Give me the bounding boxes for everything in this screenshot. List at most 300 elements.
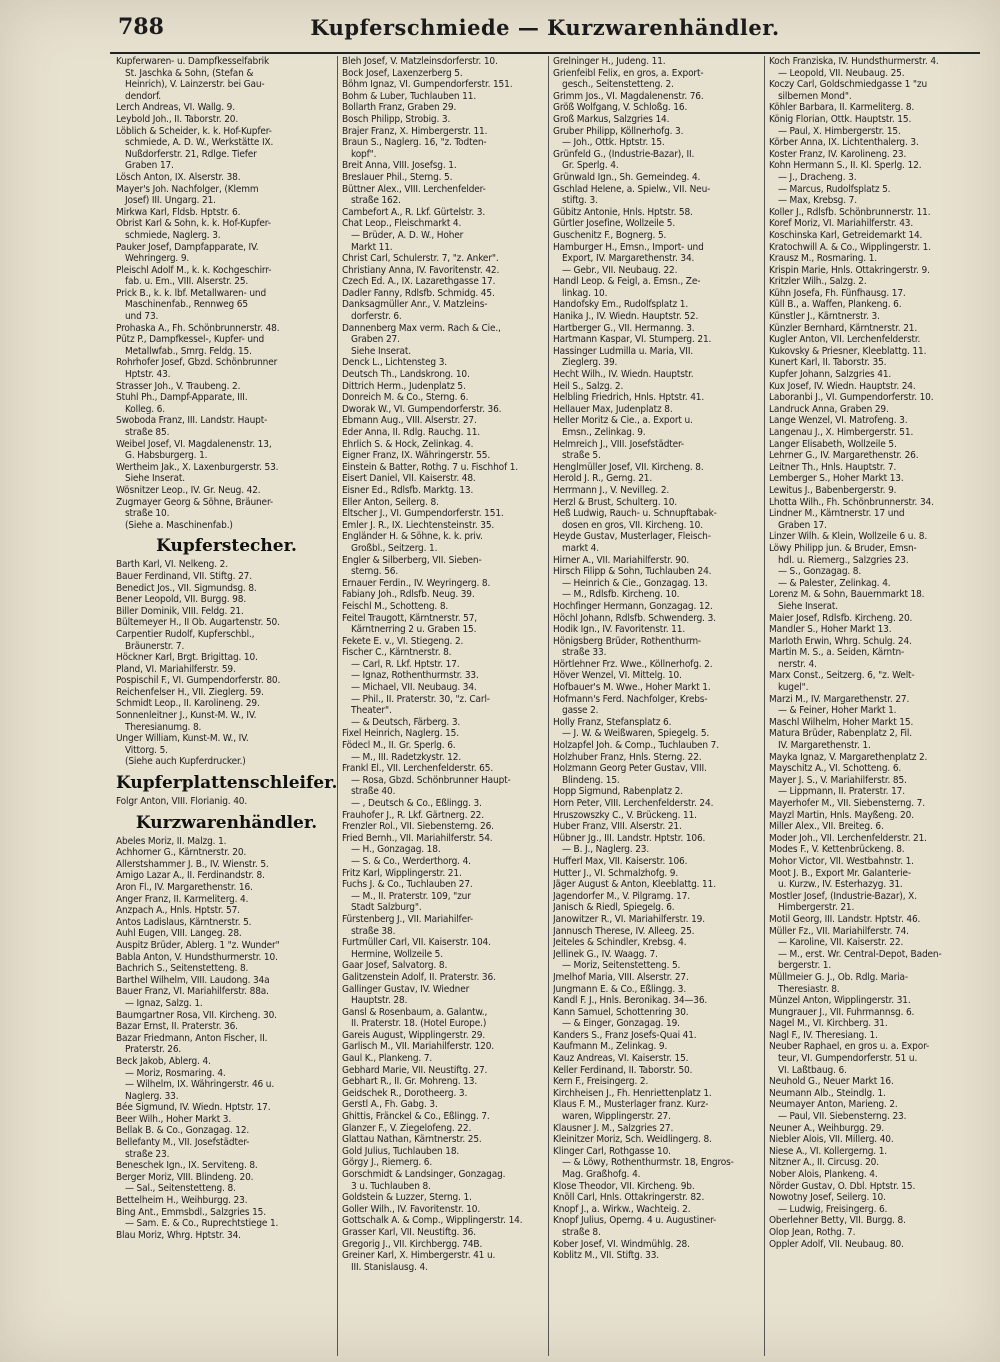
directory-entry: Koczy Carl, Goldschmiedgasse 1 "zu (769, 79, 928, 91)
directory-entry: Blau Moriz, Whrg. Hptstr. 34. (116, 1229, 241, 1241)
directory-entry: — Gebr., VII. Neubaug. 22. (562, 264, 678, 276)
directory-entry: Pland, VI. Mariahilferstr. 59. (116, 663, 236, 675)
directory-entry: Herrmann J., V. Nevilleg. 2. (553, 484, 670, 496)
directory-entry: — Sam. E. & Co., Ruprechtstiege 1. (125, 1218, 279, 1230)
directory-entry: Babla Anton, V. Hundsthurmerstr. 10. (116, 951, 278, 963)
directory-entry: Kann Samuel, Schottenring 30. (553, 1006, 689, 1018)
directory-entry: Greiner Karl, X. Himbergerstr. 41 u. (342, 1250, 496, 1262)
directory-entry: Krispin Marie, Hnls. Ottakringerstr. 9. (769, 264, 930, 276)
column-4 (764, 56, 984, 1356)
section-heading: Kupferstecher. (156, 536, 297, 557)
directory-entry: Beer Wilh., Hoher Markt 3. (116, 1113, 232, 1125)
directory-entry: Hofbauer's M. Wwe., Hoher Markt 1. (553, 682, 711, 694)
directory-entry: Büttner Alex., VIII. Lerchenfelder- (342, 183, 486, 195)
directory-entry: Görgy J., Riemerg. 6. (342, 1157, 433, 1169)
directory-entry: Kleinitzer Moriz, Sch. Weidlingerg. 8. (553, 1134, 712, 1146)
directory-entry: Kauz Andreas, VI. Kaiserstr. 15. (553, 1053, 689, 1065)
directory-entry: Pütz P., Dampfkessel-, Kupfer- und (116, 334, 265, 346)
directory-entry: Einstein & Batter, Rothg. 7 u. Fischhof 1. (342, 461, 518, 473)
running-title: Kupferschmiede — Kurzwarenhändler. (310, 15, 780, 40)
directory-entry: — Carl, R. Lkf. Hptstr. 17. (351, 658, 460, 670)
directory-entry: Praterstr. 26. (125, 1044, 182, 1056)
directory-entry: Lerch Andreas, VI. Wallg. 9. (116, 102, 235, 114)
directory-entry: Unger William, Kunst-M. W., IV. (116, 733, 249, 745)
directory-entry: Eisner Ed., Rdlsfb. Marktg. 13. (342, 484, 474, 496)
directory-entry: fab. u. Em., VIII. Alserstr. 25. (125, 276, 249, 288)
directory-entry: Rohrhofer Josef, Gbzd. Schönbrunner (116, 357, 278, 369)
directory-entry: dosen en gros, VII. Kircheng. 10. (562, 519, 703, 531)
directory-entry: Bellefanty M., VII. Josefstädter- (116, 1137, 250, 1149)
directory-entry: kugel". (778, 682, 809, 694)
directory-entry: Hönigsberg Brüder, Rothenthurm- (553, 635, 702, 647)
directory-entry: 3 u. Tuchlauben 8. (351, 1180, 431, 1192)
directory-entry: IV. Margarethenstr. 1. (778, 740, 871, 752)
directory-entry: Koblitz M., VII. Stiftg. 33. (553, 1250, 660, 1262)
directory-entry: Hochfinger Hermann, Gonzagag. 12. (553, 600, 713, 612)
directory-entry: — , Deutsch & Co., Eßlingg. 3. (351, 798, 482, 809)
directory-entry: Jannusch Therese, IV. Alleeg. 25. (553, 925, 695, 937)
directory-entry: Gallinger Gustav, IV. Wiedner (342, 983, 470, 995)
directory-entry: Langer Elisabeth, Wollzeile 5. (769, 438, 897, 450)
directory-entry: Hutter J., VI. Schmalzhofg. 9. (553, 867, 679, 879)
directory-entry: Hofmann's Ferd. Nachfolger, Krebs- (553, 693, 708, 705)
directory-entry: Krausz M., Rosmaring. 1. (769, 253, 877, 265)
directory-entry: Kaufmann M., Zelinkag. 9. (553, 1041, 668, 1053)
directory-entry: Gübitz Antonie, Hnls. Hptstr. 58. (553, 206, 693, 218)
directory-entry: Niebler Alois, VII. Millerg. 40. (769, 1134, 894, 1146)
directory-entry: Lemberger S., Hoher Markt 13. (769, 473, 904, 485)
directory-entry: Hellauer Max, Judenplatz 8. (553, 403, 673, 415)
directory-entry: kopf". (351, 148, 377, 160)
directory-entry: Blindeng. 15. (562, 774, 620, 786)
directory-entry: Hamburger H., Emsn., Import- und (553, 241, 704, 253)
directory-entry: Klausner J. M., Salzgries 27. (553, 1122, 674, 1134)
directory-entry: Kern F., Freisingerg. 2. (553, 1076, 649, 1088)
directory-entry: Langenau J., X. Himbergerstr. 51. (769, 427, 914, 438)
directory-entry: Bültemeyer H., II Ob. Augartenstr. 50. (116, 617, 280, 629)
directory-entry: Brajer Franz, X. Himbergerstr. 11. (342, 125, 488, 137)
directory-entry: Furtmüller Carl, VII. Kaiserstr. 104. (342, 937, 491, 949)
directory-entry: Höver Wenzel, VI. Mittelg. 10. (553, 670, 682, 682)
directory-entry: straße 38. (351, 925, 396, 937)
directory-entry: Nörder Gustav, O. Dbl. Hptstr. 15. (769, 1180, 916, 1192)
directory-entry: — Marcus, Rudolfsplatz 5. (778, 183, 891, 195)
directory-entry: — & Feiner, Hoher Markt 1. (778, 705, 897, 717)
directory-entry: Glattau Nathan, Kärntnerstr. 25. (342, 1134, 482, 1146)
directory-entry: Bauer Franz, VI. Mariahilferstr. 88a. (116, 986, 269, 998)
directory-entry: Bohm & Luber, Tuchlauben 11. (342, 90, 477, 102)
directory-entry: Leitner Th., Hnls. Hauptstr. 7. (769, 461, 897, 473)
directory-entry: Küll B., a. Waffen, Plankeng. 6. (769, 299, 902, 311)
directory-entry: Bollarth Franz, Graben 29. (342, 102, 457, 114)
directory-entry: — Paul, X. Himbergerstr. 15. (778, 125, 901, 137)
directory-entry: Bellak B. & Co., Gonzagag. 12. (116, 1125, 250, 1137)
directory-entry: Jäger August & Anton, Kleeblattg. 11. (553, 879, 716, 891)
directory-entry: Eigner Franz, IX. Währingerstr. 55. (342, 450, 491, 462)
directory-entry: Kugler Anton, VII. Lerchenfelderstr. (769, 334, 921, 346)
directory-entry: Frenzler Rol., VII. Siebensterng. 26. (342, 821, 494, 833)
directory-entry: Swoboda Franz, III. Landstr. Haupt- (116, 415, 268, 427)
directory-entry: Mayer J. S., V. Mariahilferstr. 85. (769, 774, 907, 786)
directory-entry: Motil Georg, III. Landstr. Hptstr. 46. (769, 913, 921, 925)
directory-entry: Grimm Jos., VI. Magdalenenstr. 76. (553, 90, 704, 102)
directory-entry: Export, IV. Margarethenstr. 34. (562, 253, 695, 265)
directory-entry: Heller Moritz & Cie., a. Export u. (553, 415, 693, 427)
directory-entry: straße 10. (125, 508, 170, 520)
directory-entry: Dannenberg Max verm. Rach & Cie., (342, 322, 501, 334)
directory-entry: Großbl., Seitzerg. 1. (351, 542, 438, 554)
directory-entry: — M., III. Radetzkystr. 12. (351, 751, 462, 763)
directory-entry: Kukovsky & Priesner, Kleeblattg. 11. (769, 345, 927, 357)
directory-entry: Weibel Josef, VI. Magdalenenstr. 13, (116, 438, 272, 450)
directory-entry: Gregorig J., VII. Kirchbergg. 74B. (342, 1238, 483, 1250)
directory-entry: Bazar Friedmann, Anton Fischer, II. (116, 1032, 268, 1044)
directory-entry: Gschlad Helene, a. Spielw., VII. Neu- (553, 183, 711, 195)
directory-entry: Olop Jean, Rothg. 7. (769, 1226, 856, 1238)
directory-entry: Kolleg. 6. (125, 403, 165, 415)
directory-entry: Pleischl Adolf M., k. k. Kochgeschirr- (116, 264, 272, 276)
directory-entry: sterng. 56. (351, 566, 399, 578)
directory-entry: — J., Dracheng. 3. (778, 171, 857, 183)
directory-entry: Pospischil F., VI. Gumpendorferstr. 80. (116, 675, 281, 687)
directory-entry: Marloth Erwin, Whrg. Schulg. 24. (769, 635, 912, 647)
directory-entry: Künzler Bernhard, Kärntnerstr. 21. (769, 322, 918, 334)
directory-entry: Künstler J., Kärntnerstr. 3. (769, 311, 880, 323)
directory-entry: Sonnenleitner J., Kunst-M. W., IV. (116, 710, 257, 722)
directory-entry: Gerstl A., Fh. Gabg. 3. (342, 1099, 438, 1111)
directory-entry: Grienfeibl Felix, en gros, a. Export- (553, 67, 704, 79)
directory-entry: Bée Sigmund, IV. Wiedn. Hptstr. 17. (116, 1102, 271, 1114)
directory-entry: Herold J. R., Gerng. 21. (553, 473, 653, 485)
directory-entry: Breslauer Phil., Sterng. 5. (342, 171, 453, 183)
directory-entry: Auspitz Brüder, Ablerg. 1 "z. Wunder" (116, 939, 280, 951)
directory-entry: Emler J. R., IX. Liechtensteinstr. 35. (342, 519, 495, 531)
directory-entry: Fischer C., Kärntnerstr. 8. (342, 647, 452, 659)
directory-entry: straße 162. (351, 195, 401, 207)
directory-entry: Biller Dominik, VIII. Feldg. 21. (116, 605, 244, 617)
directory-entry: Denck L., Lichtensteg 3. (342, 357, 447, 369)
directory-entry: Theater". (351, 705, 392, 717)
directory-entry: VI. Laßtbaug. 6. (778, 1064, 847, 1076)
directory-entry: Moder Joh., VII. Lerchenfelderstr. 21. (769, 832, 927, 844)
directory-entry: Kupfer Johann, Salzgries 41. (769, 369, 892, 381)
directory-entry: Henglmüller Josef, VII. Kircheng. 8. (553, 461, 704, 473)
directory-entry: Miller Alex., VII. Breiteg. 6. (769, 821, 884, 833)
directory-entry: Ernauer Ferdin., IV. Weyringerg. 8. (342, 577, 491, 589)
directory-entry: Hörtlehner Frz. Wwe., Köllnerhofg. 2. (553, 658, 713, 670)
directory-entry: — & Einger, Gonzagag. 19. (562, 1018, 680, 1030)
directory-entry: Dworak W., VI. Gumpendorferstr. 36. (342, 403, 502, 415)
directory-entry: — Rosa, Gbzd. Schönbrunner Haupt- (351, 774, 511, 786)
directory-entry: Kohn Hermann S., II. Kl. Sperlg. 12. (769, 160, 922, 172)
directory-entry: Nagl F., IV. Theresiang. 1. (769, 1029, 878, 1041)
directory-entry: — S. & Co., Werderthorg. 4. (351, 855, 471, 867)
directory-entry: Janisch & Riedl, Spiegelg. 6. (553, 902, 675, 914)
directory-entry: Löwy Philipp jun. & Bruder, Emsn- (769, 542, 917, 554)
directory-entry: Neuber Raphael, en gros u. a. Expor- (769, 1041, 930, 1053)
directory-entry: Garlisch M., VII. Mariahilferstr. 120. (342, 1041, 494, 1053)
directory-entry: Lösch Anton, IX. Alserstr. 38. (116, 171, 241, 183)
directory-entry: Jeiteles & Schindler, Krebsg. 4. (553, 937, 687, 949)
directory-entry: teur, VI. Gumpendorferstr. 51 u. (778, 1053, 918, 1065)
directory-entry: Barth Karl, VI. Nelkeng. 2. (116, 559, 228, 571)
column-1 (112, 56, 337, 1356)
directory-entry: Mag. Graßhofg. 4. (562, 1169, 641, 1180)
directory-entry: Körber Anna, IX. Lichtenthalerg. 3. (769, 137, 919, 149)
directory-entry: Maschl Wilhelm, Hoher Markt 15. (769, 716, 914, 728)
directory-entry: Eltscher J., VI. Gumpendorferstr. 151. (342, 508, 504, 520)
directory-entry: Koller J., Rdlsfb. Schönbrunnerstr. 11. (769, 206, 931, 218)
directory-entry: Handofsky Em., Rudolfsplatz 1. (553, 299, 689, 311)
directory-entry: Klaus F. M., Musterlager franz. Kurz- (553, 1099, 709, 1111)
directory-entry: Bettelheim H., Weihburgg. 23. (116, 1195, 248, 1207)
directory-entry: Achhorner G., Kärntnerstr. 20. (116, 847, 247, 859)
directory-entry: Stuhl Ph., Dampf-Apparate, III. (116, 392, 248, 404)
directory-entry: Heil S., Salzg. 2. (553, 380, 624, 392)
directory-entry: Lorenz M. & Sohn, Bauernmarkt 18. (769, 589, 925, 601)
directory-entry: Benedict Jos., VII. Sigmundsg. 8. (116, 582, 257, 594)
directory-entry: Höckner Karl, Brgt. Brigittag. 10. (116, 652, 258, 664)
column-3 (548, 56, 764, 1356)
directory-entry: Neuner A., Weihburgg. 29. (769, 1122, 884, 1134)
directory-entry: Nagel M., VI. Kirchberg. 31. (769, 1018, 888, 1030)
directory-entry: Eder Anna, II. Rdlg. Rauchg. 11. (342, 427, 480, 438)
directory-entry: Siehe Inserat. (778, 600, 838, 612)
directory-entry: (Siehe auch Kupferdrucker.) (125, 756, 246, 768)
directory-entry: schmiede, Naglerg. 3. (125, 229, 221, 241)
directory-entry: straße 33. (562, 647, 607, 659)
directory-entry: Glanzer F., V. Ziegelofeng. 22. (342, 1122, 472, 1134)
directory-entry: Frankl El., VII. Lerchenfelderstr. 65. (342, 763, 494, 775)
directory-entry: Kärntnerring 2 u. Graben 15. (351, 624, 477, 636)
directory-entry: hdl. u. Riemerg., Salzgries 23. (778, 554, 909, 566)
directory-entry: Födecl M., II. Gr. Sperlg. 6. (342, 740, 456, 752)
directory-entry: Müllmeier G. J., Ob. Rdlg. Maria- (769, 971, 908, 983)
directory-entry: Christ Carl, Schulerstr. 7, "z. Anker". (342, 253, 499, 265)
directory-entry: Beck Jakob, Ablerg. 4. (116, 1055, 211, 1067)
directory-entry: Siehe Inserat. (351, 345, 411, 357)
directory-entry: Breit Anna, VIII. Josefsg. 1. (342, 160, 457, 172)
directory-entry: Ebmann Aug., VIII. Alserstr. 27. (342, 415, 477, 427)
directory-entry: Amigo Lazar A., II. Ferdinandstr. 8. (116, 870, 265, 882)
directory-entry: Barthel Wilhelm, VIII. Laudong. 34a (116, 974, 270, 986)
directory-entry: — Paul, VII. Siebensterng. 23. (778, 1111, 907, 1123)
directory-entry: Theresianumg. 8. (125, 721, 202, 733)
directory-entry: Löblich & Scheider, k. k. Hof-Kupfer- (116, 125, 272, 137)
directory-entry: Aron Fl., IV. Margarethenstr. 16. (116, 882, 253, 893)
directory-entry: Böhm Ignaz, VI. Gumpendorferstr. 151. (342, 79, 513, 91)
directory-entry: Hirsch Filipp & Sohn, Tuchlauben 24. (553, 566, 712, 578)
directory-entry: Leybold Joh., II. Taborstr. 20. (116, 113, 239, 125)
directory-entry: Carpentier Rudolf, Kupferschbl., (116, 628, 255, 640)
directory-entry: — S., Gonzagag. 8. (778, 566, 862, 578)
directory-entry: — B. J., Naglerg. 23. (562, 844, 650, 856)
directory-entry: Grasser Karl, VII. Neustiftg. 36. (342, 1226, 476, 1238)
directory-entry: Modes F., V. Kettenbrückeng. 8. (769, 844, 905, 856)
directory-entry: gesch., Seitenstetteng. 2. (562, 79, 674, 91)
directory-entry: Kirchheisen J., Fh. Henriettenplatz 1. (553, 1087, 712, 1099)
directory-entry: Donreich M. & Co., Sterng. 6. (342, 392, 469, 404)
directory-entry: Gebhard Marie, VII. Neustiftg. 27. (342, 1064, 488, 1076)
directory-entry: Mayzl Martin, Hnls. Mayßeng. 20. (769, 809, 914, 821)
directory-entry: Mayschitz A., VI. Schotteng. 6. (769, 763, 902, 775)
directory-entry: Obrist Karl & Sohn, k. k. Hof-Kupfer- (116, 218, 271, 230)
directory-entry: König Florian, Ottk. Hauptstr. 15. (769, 113, 912, 125)
directory-entry: dorferstr. 6. (351, 311, 402, 323)
directory-entry: Kober Josef, VI. Windmühlg. 28. (553, 1238, 690, 1250)
directory-entry: Himbergerstr. 21. (778, 902, 855, 914)
directory-entry: Hufferl Max, VII. Kaiserstr. 106. (553, 855, 688, 867)
directory-entry: linkag. 10. (562, 287, 608, 299)
directory-entry: Fried Bernh., VII. Mariahilferstr. 54. (342, 832, 493, 844)
directory-entry: Kanders S., Franz Josefs-Quai 41. (553, 1029, 697, 1041)
directory-entry: Münzel Anton, Wipplingerstr. 31. (769, 995, 911, 1007)
directory-entry: Hptstr. 43. (125, 369, 171, 381)
directory-entry: Gareis August, Wipplingerstr. 29. (342, 1029, 486, 1041)
directory-entry: Kritzler Wilh., Salzg. 2. (769, 276, 867, 288)
directory-entry: Nitzner A., II. Circusg. 20. (769, 1157, 879, 1169)
directory-entry: Dittrich Herm., Judenplatz 5. (342, 380, 466, 392)
directory-entry: straße 85. (125, 427, 170, 438)
directory-entry: Heyde Gustav, Musterlager, Fleisch- (553, 531, 711, 543)
directory-entry: Koschinska Karl, Getreidemarkt 14. (769, 229, 923, 241)
directory-entry: Hopp Sigmund, Rabenplatz 2. (553, 786, 683, 798)
directory-entry: Ghittis, Fränckel & Co., Eßlingg. 7. (342, 1111, 490, 1123)
directory-entry: Metallwfab., Smrg. Feldg. 15. (125, 345, 252, 357)
directory-entry: Gr. Sperlg. 4. (562, 160, 619, 172)
entry-columns (112, 56, 984, 1356)
directory-entry: — H., Gonzagag. 18. (351, 844, 441, 856)
directory-entry: Naglerg. 33. (125, 1090, 179, 1102)
directory-entry: Horn Peter, VIII. Lerchenfelderstr. 24. (553, 798, 714, 809)
directory-entry: — Brüder, A. D. W., Hoher (351, 229, 464, 241)
directory-entry: Antos Ladislaus, Kärntnerstr. 5. (116, 916, 252, 928)
directory-entry: Hanika J., IV. Wiedn. Hauptstr. 52. (553, 311, 699, 323)
directory-entry: Bazar Ernst, II. Praterstr. 36. (116, 1021, 238, 1033)
directory-entry: Bing Ant., Emmsbdl., Salzgries 15. (116, 1206, 266, 1218)
directory-entry: Fixel Heinrich, Naglerg. 15. (342, 728, 459, 740)
directory-entry: Holzapfel Joh. & Comp., Tuchlauben 7. (553, 740, 719, 752)
directory-entry: Kupferwaren- u. Dampfkesselfabrik (116, 56, 270, 67)
directory-entry: Lewitus J., Babenbergerstr. 9. (769, 484, 897, 496)
directory-entry: Mungrauer J., VII. Fuhrmannsg. 6. (769, 1006, 915, 1018)
directory-entry: Vittorg. 5. (125, 744, 168, 756)
directory-entry: Gruber Philipp, Köllnerhofg. 3. (553, 125, 684, 137)
directory-entry: Nober Alois, Plankeng. 4. (769, 1169, 878, 1180)
directory-entry: Schmidt Leop., II. Karolineng. 29. (116, 698, 260, 710)
directory-entry: Linzer Wilh. & Klein, Wollzeile 6 u. 8. (769, 531, 928, 543)
directory-entry: Maschinenfab., Rennweg 65 (125, 299, 248, 311)
directory-entry: stiftg. 3. (562, 195, 598, 207)
directory-entry: — M., erst. Wr. Central-Depot, Baden- (778, 948, 942, 960)
directory-entry: G. Habsburgerg. 1. (125, 450, 208, 462)
directory-entry: waren, Wipplingerstr. 27. (562, 1111, 671, 1123)
directory-entry: Fritz Karl, Wipplingerstr. 21. (342, 867, 462, 879)
directory-entry: (Siehe a. Maschinenfab.) (125, 519, 233, 531)
directory-entry: Galitzenstein Adolf, II. Praterstr. 36. (342, 971, 496, 983)
directory-entry: — M., II. Praterstr. 109, "zur (351, 890, 471, 902)
directory-entry: Anger Franz, II. Karmeliterg. 4. (116, 893, 249, 905)
directory-entry: — Sal., Seitenstetteng. 8. (125, 1183, 236, 1195)
directory-entry: Zieglerg. 39. (562, 357, 618, 369)
directory-entry: Frauhofer J., R. Lkf. Gärtnerg. 22. (342, 809, 484, 821)
directory-entry: nerstr. 4. (778, 658, 817, 670)
directory-entry: Mohor Victor, VII. Westbahnstr. 1. (769, 855, 914, 867)
directory-entry: Grünwald Ign., Sh. Gemeindeg. 4. (553, 171, 701, 183)
directory-entry: Prohaska A., Fh. Schönbrunnerstr. 48. (116, 322, 280, 334)
directory-entry: straße 23. (125, 1148, 170, 1160)
directory-entry: — Moriz, Rosmaring. 4. (125, 1067, 226, 1079)
directory-entry: Gebhart R., II. Gr. Mohreng. 13. (342, 1076, 478, 1088)
directory-entry: Koster Franz, IV. Karolineng. 23. (769, 148, 907, 160)
directory-entry: — Moriz, Seitenstetteng. 5. (562, 960, 681, 972)
directory-entry: Jmelhof Maria, VIII. Alserstr. 27. (553, 971, 689, 983)
directory-entry: Holzmann Georg Peter Gustav, VIII. (553, 763, 707, 775)
directory-entry: — Max, Krebsg. 7. (778, 195, 857, 207)
directory-entry: Bosch Philipp, Strobig. 3. (342, 113, 451, 125)
directory-entry: Mayer's Joh. Nachfolger, (Klemm (116, 183, 259, 195)
directory-entry: Marx Const., Seitzerg. 6, "z. Welt- (769, 670, 915, 682)
directory-entry: Landruck Anna, Graben 29. (769, 403, 889, 415)
directory-entry: schmiede, A. D. W., Werkstätte IX. (125, 137, 274, 149)
directory-entry: — Wilhelm, IX. Währingerstr. 46 u. (125, 1079, 275, 1091)
directory-entry: Niese A., VI. Kollergerng. 1. (769, 1145, 887, 1157)
directory-entry: Baumgartner Rosa, VII. Kircheng. 30. (116, 1009, 277, 1021)
directory-entry: Helmreich J., VIII. Josefstädter- (553, 438, 685, 450)
directory-entry: Emsn., Zelinkag. 9. (562, 427, 646, 438)
directory-entry: Bleh Josef, V. Matzleinsdorferstr. 10. (342, 56, 498, 67)
directory-entry: Holly Franz, Stefansplatz 6. (553, 716, 672, 728)
directory-entry: Oberlehner Betty, VII. Burgg. 8. (769, 1215, 906, 1227)
directory-entry: Graben 17. (125, 160, 174, 172)
directory-entry: Neuhold G., Neuer Markt 16. (769, 1076, 894, 1088)
directory-entry: Knopf Julius, Operng. 4 u. Augustiner- (553, 1215, 717, 1227)
directory-entry: Kratochwill A. & Co., Wipplingerstr. 1. (769, 241, 931, 253)
column-2 (337, 56, 548, 1356)
directory-entry: Fekete E. v., VI. Stiegeng. 2. (342, 635, 464, 647)
directory-entry: Bock Josef, Laxenzerberg 5. (342, 67, 463, 79)
directory-entry: Bachrich S., Seitenstetteng. 8. (116, 963, 249, 975)
directory-entry: — Phil., II. Praterstr. 30, "z. Carl- (351, 693, 490, 705)
directory-entry: Danksagmüller Anr., V. Matzleins- (342, 299, 488, 311)
directory-entry: und 73. (125, 311, 159, 323)
directory-entry: Gansl & Rosenbaum, a. Galantw., (342, 1006, 488, 1018)
directory-entry: Ehrlich S. & Hock, Zelinkag. 4. (342, 438, 474, 450)
directory-entry: Neumann Alb., Steindlg. 1. (769, 1087, 886, 1099)
directory-entry: Holzhuber Franz, Hnls. Sterng. 22. (553, 751, 702, 763)
directory-entry: Maier Josef, Rdlsfb. Kircheng. 20. (769, 612, 913, 624)
directory-entry: Czech Ed. A., IX. Lazarethgasse 17. (342, 276, 496, 288)
directory-entry: dendorf. (125, 90, 161, 102)
directory-entry: — Ignaz, Salzg. 1. (125, 997, 203, 1009)
directory-entry: gasse 2. (562, 705, 599, 717)
directory-entry: Theresiastr. 8. (778, 983, 840, 995)
directory-entry: bergerstr. 1. (778, 960, 832, 972)
directory-entry: straße 8. (562, 1226, 601, 1238)
directory-entry: — Lippmann, II. Praterstr. 17. (778, 786, 905, 798)
directory-entry: Graben 17. (778, 519, 827, 531)
directory-entry: — Leopold, VII. Neubaug. 25. (778, 67, 905, 79)
directory-entry: Knöll Carl, Hnls. Ottakringerstr. 82. (553, 1192, 705, 1204)
directory-entry: Lindner M., Kärntnerstr. 17 und (769, 508, 905, 520)
directory-entry: Marzi M., IV. Margarethenstr. 27. (769, 693, 910, 705)
directory-entry: Hassinger Ludmilla u. Maria, VII. (553, 345, 694, 357)
directory-entry: Lange Wenzel, VI. Matrofeng. 3. (769, 415, 908, 427)
directory-entry: Herzl & Brust, Schulterg. 10. (553, 496, 677, 508)
directory-entry: Wehringerg. 9. (125, 253, 190, 265)
directory-entry: Kandl F. J., Hnls. Beronikag. 34—36. (553, 995, 708, 1007)
directory-entry: Deutsch Th., Landskrong. 10. (342, 369, 470, 381)
